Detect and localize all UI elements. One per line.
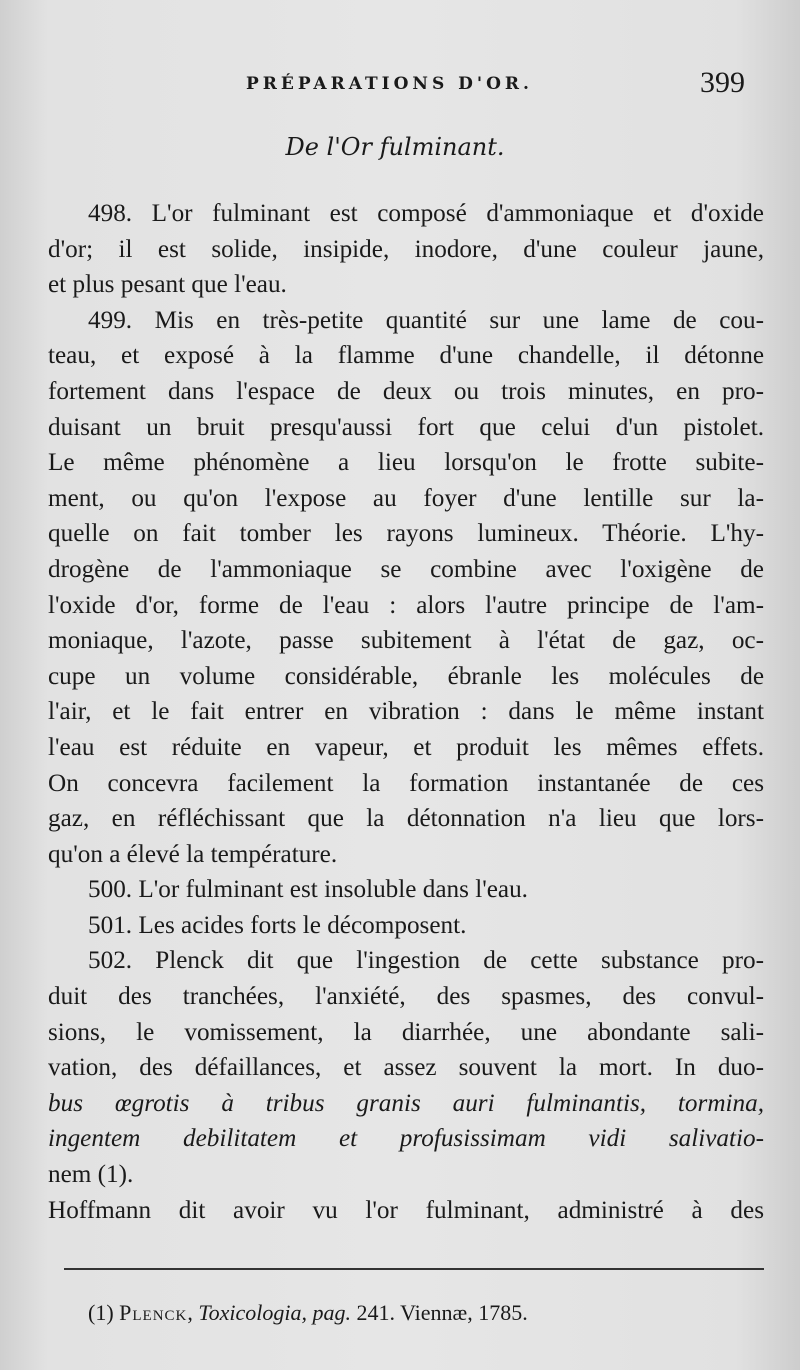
text-line: drogène de l'ammoniaque se combine avec l'oxigène de bbox=[48, 555, 764, 583]
text-line: quelle on fait tomber les rayons lumineux. Théorie. L'hy- bbox=[48, 520, 764, 548]
text-line: fortement dans l'espace de deux ou trois minutes, en pro- bbox=[48, 377, 764, 405]
section-heading: De l'Or fulminant. bbox=[285, 133, 505, 161]
page-number: 399 bbox=[700, 66, 745, 99]
text-line: teau, et exposé à la flamme d'une chandelle, il détonne bbox=[48, 342, 764, 370]
footnote-divider bbox=[64, 1268, 764, 1270]
text-line: ingentem debilitatem et profusissimam vidi salivatio- bbox=[48, 1125, 764, 1153]
text-line: moniaque, l'azote, passe subitement à l'état de gaz, oc- bbox=[48, 627, 764, 655]
footnote-marker: (1) bbox=[88, 1300, 114, 1325]
footnote-author: Plenck bbox=[119, 1300, 188, 1325]
text-line: l'air, et le fait entrer en vibration : dans le même instant bbox=[48, 698, 764, 726]
running-title: PRÉPARATIONS D'OR. bbox=[246, 74, 533, 94]
running-header bbox=[0, 66, 800, 106]
text-line: 501. Les acides forts le décomposent. bbox=[88, 911, 467, 939]
text-line: cupe un volume considérable, ébranle les molécules de bbox=[48, 662, 764, 690]
text-line: gaz, en réfléchissant que la détonnation n'a lieu que lors- bbox=[48, 805, 764, 833]
text-line: ment, ou qu'on l'expose au foyer d'une lentille sur la- bbox=[48, 484, 764, 512]
text-line: vation, des défaillances, et assez souvent la mort. In duo- bbox=[48, 1054, 764, 1082]
text-line: duisant un bruit presqu'aussi fort que celui d'un pistolet. bbox=[48, 413, 764, 441]
text-line: Hoffmann dit avoir vu l'or fulminant, administré à des bbox=[48, 1196, 764, 1224]
text-line: et plus pesant que l'eau. bbox=[48, 271, 287, 299]
text-line: d'or; il est solide, insipide, inodore, d'une couleur jaune, bbox=[48, 235, 764, 263]
text-line: 499. Mis en très-petite quantité sur une lame de cou- bbox=[88, 306, 764, 334]
text-line: 502. Plenck dit que l'ingestion de cette substance pro- bbox=[88, 947, 764, 975]
footnote-work: Toxicologia, pag. bbox=[198, 1300, 351, 1325]
body-text bbox=[48, 196, 764, 1228]
text-line: l'oxide d'or, forme de l'eau : alors l'autre principe de l'am- bbox=[48, 591, 764, 619]
text-line: Le même phénomène a lieu lorsqu'on le frotte subite- bbox=[48, 449, 764, 477]
text-line: duit des tranchées, l'anxiété, des spasmes, des convul- bbox=[48, 983, 764, 1011]
text-line: bus œgrotis à tribus granis auri fulminantis, tormina, bbox=[48, 1089, 764, 1117]
text-line: qu'on a élevé la température. bbox=[48, 840, 338, 868]
footnote: (1) Plenck, Toxicologia, pag. 241. Viennæ, 1785. bbox=[88, 1300, 528, 1325]
text-line: l'eau est réduite en vapeur, et produit les mêmes effets. bbox=[48, 733, 764, 761]
footnote-citation: 241. Viennæ, 1785. bbox=[356, 1300, 528, 1325]
text-line: sions, le vomissement, la diarrhée, une abondante sali- bbox=[48, 1018, 764, 1046]
text-line: 500. L'or fulminant est insoluble dans l'eau. bbox=[88, 876, 528, 904]
text-line: nem (1). bbox=[48, 1161, 134, 1189]
text-line: On concevra facilement la formation instantanée de ces bbox=[48, 769, 764, 797]
text-line: 498. L'or fulminant est composé d'ammoniaque et d'oxide bbox=[88, 200, 764, 227]
